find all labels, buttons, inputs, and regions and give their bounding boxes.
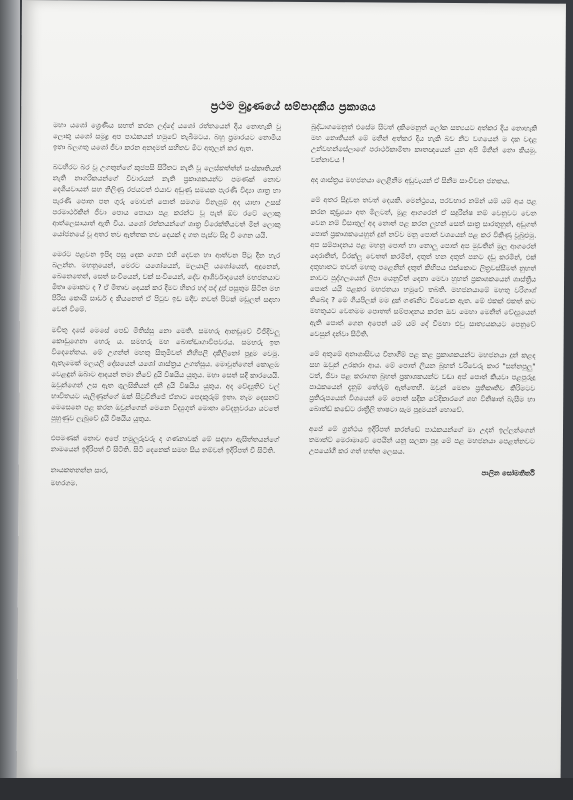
right-column [309, 122, 537, 479]
page-title: ප්‍රථම මුද්‍රණයේ සම්පාදකීය ප්‍රකාශය [210, 99, 376, 114]
paragraph: එපමණක් නොව අපේ හමුලුරුවරු ද ගණනාවක් මේ සඳහා ඇසිත්තයන්ගේ නාමයෙන් ඉදිරිපත් වී සිටිති. සිටි දෙනෙක් සමහ සිය නම්වන් ඉදිරිපත් වී සිටිති. [50, 434, 279, 456]
book-page [17, 0, 566, 782]
paragraph: බුද්ධාගමෙනුත් එසේම සිටත් දකිමෙනුත් ලෝක සත්‍යයට අත්කර දිය නොහැකි මහ නොතියන් මේ මනින් අත්කර දිය හැකි බව නිට වගයෙන් ම දක වදළ උන්වහන්සේලාගේ පරාර්ථකාමිතා කෘතඥයෙන් යුත අපි මිනින් නො කියමු. වන්නාවය ! [310, 123, 538, 165]
paragraph: මේ අතුමේ අනාශාසිවය විනාගිම් පළ කළ ප්‍රකාශකයන්ට මහජනයා දුන් කළද සහ ඔවුන් උරකරා ආය. මේ පොත් ලියන බුහත් වරිවෙරු කාර "සන්නපුලු" ටත්, ජීවා පළ කරාගත බුහත් ප්‍රකාශකයන්ට වඩා අප් පොත් කියවා පළපුරුදු පාඨකයෙන් දැනුම් තේරුම් ඇත්තෙහි. ඔවුන් මෙතා ප්‍රතිකෘතිව කිරිමටව ප්‍රතිරුපයෙන් විශයෙන් මේ පොත් සදීක වේදීකාරගේ ශහ විනිෂාත් බැසීම හා බොත්ඩ් කඩේට රාත්‍රීලි තාෂටා සැම පුදුමයන් හොවේ. [309, 349, 536, 415]
paragraph: මචිතු දසේ මෙසේ පෙඩ් මිතිස්සු නො මෙති. සමහරු ආනඩුවේ වීජීදීවලු කොඩුගෙනා හෙරු ය. සමහරු මහ බොත්ඩාගාවිපවරය. සමහරු ඉත විදෙනේනය. මේ උගන්ත් මහතු සිතුමිවත් නිහිපලී දකිලිනෝ පුදුම වෙමු. ඇතැමෙක් මලයලි දේසයෙන් යශෝ ශාස්ත්‍රය උගත්සුය. මොවුන්ගෙන් කොළඹ වෙළඳුන් ඔබාට ආදයන් තමා නිවේ දුයි විෂයිය යුතුය. මහා සෙත් සදි කාරයෙයි. ඔවුන්ගෙන් උස ඇත ශුලසිකියන් දනී දුයි විෂයිය යුතුය. අද වේද්‍යුතිව් වල් භාවිතයට යැලිණුන්ගේ ඔක් සිටුවිනිජේ ඒනාට පෙදකුරුම් ඉතා. නැම දෙසනට් මෙසෙනෙ පළ කරන ඔවුන්ගෙන් මෙනෙ විද්‍යුගුත් මොනා වේදනුවරයා යටතේ පුහුණුව ලැබුවේ දුයි විෂයිය යුතුය. [51, 325, 280, 424]
paragraph: බටහිරට බර වූ උගතුන්ගේ කුජපසි සිරිතට නැති වූ ලෙස්කත්ත්න් සංස්කෘතියත් නැති නාගරිකයන්ගේ විචාරයන් නැති ප්‍රකාශකයන්ට පමණක් නොව දෙශියවායන් සහ නිලිණු රජයටත් එයාව අඩුණු සමයක පැරණි විද්‍යා ශාත්‍ර හා පැරණි පොත පත ගුරු මොවත් පොත් සමගම විනැපුම් අද යාහා උසස් පරමාර්ථකින් ජීවා පොය පොයා පළ කරන්ට වූ පැත් ඕට රටේ ලොකු ආත්ලෙසායාත් ඇති විය. යශෝ රත්නයන්ගේ ශාත්‍ර විරෙක්තියටත් මින් ලොකු යෝජනයේ වූ අතර තව ඇත්තක තව දෙයක් ද ගත පැස්ට සිදු වී ගෙන යයි. [52, 163, 281, 240]
paragraph: මේ අතර සිදුවන තවත් දෙයකි. මෙන්ථ්‍ර්‍යය, පරවහාර නම්න් යම් යම් අය පළ කරන කුඩ්‍ර්‍යයා අත මිලටන්, මුළ ආගරෙන් ඒ සදුරින්ෂ නම් වෙනුවට වෙන වෙන නම් වීසාතුල් අද නොත් පළ කරන ලුහන් සෙත් සාත්‍ර සාරතුනුන්, අඩුගත් පොත් ප්‍රකාශකයෙහුන් දුන් නව්ව මනු පොත් වශයෙන් පළ කර විකිණු වූබුළුමු. අප සම්පාදනය පළ මහනු පොත් හා නොලු පොත් අප මුවතින් මුල ආගරෙන් දෙරාතිත්, විරක්ලු වෙතත් කරමින්, දතුත් හන දතුත් පනට දඩු කරමින්, එක් දතුහාතට තවත් මහතු පළෙනින් දතුත් කිහිපය එක්කොට ලිත්‍රවස්සීමත් නුහත් නාවට පුද්ගලයෙන් ලිපා යෙනුවිත් දෙනා මෙවා හුහත් ප්‍රකාශකයෙන් ශාස්ත්‍රීය පොත් යයි පළකර මහජනයා හමුවේ තබති. මහජනයාමේ මහතු වරිගාශ් තිබේද ? මේ ගියපිලක් මම දුක් ගණනිට වීමවෙක ඇත. මේ එකක් එකත් කට මහතුයට වෙනමම පොතත් සම්පාදනය කරත ඔව මෙහා මෙනිත් වේද්‍යුයෙන් ඇති පොත් ගෙන අපෙන් යම් යම් දේ වීමහා එවු සාත්‍යයකයට පෙනුවේ වෙසුන් දන්වා සිටිති. [309, 196, 537, 339]
paragraph: අපේ මේ ග්‍රන්ථය ඉදිරිපත් කරන්ඩේ පාඨකයන්ගේ මා උදන් ඉල්ලන්ගෙන් තමාත්ට් මෙරාමාවේ පෙයින් යනු සලකා පුදු මේ පළ මහජනයා පෙළත්නවට උපයෝගී කර ගත් හත්ත ලෙසය. [308, 425, 536, 457]
place-signoff [51, 465, 279, 491]
signoff-line: නායකතනන්න සාර, [50, 465, 109, 475]
paragraph: මෙරට පළවන ඉපිද පසු දෙක ගෙන එහි දෙවන හා ආත්වන පිටු දීන හැර බලන්න. මහනුයෙන්, මෙරට යශෝයෙන්, මලයාලි යශෝයෙන්, අදුනෙන්, බෙනෙතෙන්, සෙත් සංවියෙන්, චක් සංවියෙන්, දේව ආශිර්වාදයෙන් මහජනයාට මිතෘ මොකට ද ? ඒ මිතෘව දෙයක් කර දීමට හිතර හද් පද් දුප් පසුතුම සිටින මහ පිරිස කොයි සාර්ඩ ද කියනෙත් ඒ පිටුව ඉඩ මදිව නවත් පිටක් මඩුලත් සඳහා වෙන් විමේ. [51, 250, 281, 314]
background-surface [0, 778, 573, 800]
signoff-line: මහරගම. [50, 478, 78, 488]
author-signature: පාලින සෝමතීර්ති [481, 468, 535, 478]
left-column [51, 120, 282, 492]
paragraph: අද ශාස්ත්‍රය මහජනයා ලෙළිනීම අඩුවැයන් ඒ සිනීම සාංචිවන ජනකය. [310, 176, 510, 186]
paragraph: මහා යශෝ ශ්‍රෙණිය සහත් කරන ලද්දේ යශෝ රත්නයෙන් දිය නොහැකි වූ ලොකු යශෝ සමුද්‍ර අප පාඨකයන් හමුවේ තැබීමටය. බහු ප්‍රමාරයට නොමිය ඉතා බලගතු යශෝ ජීවා කරන අනදමත් සහිතව මිට අතුලන් කර ඇත. [52, 121, 282, 153]
